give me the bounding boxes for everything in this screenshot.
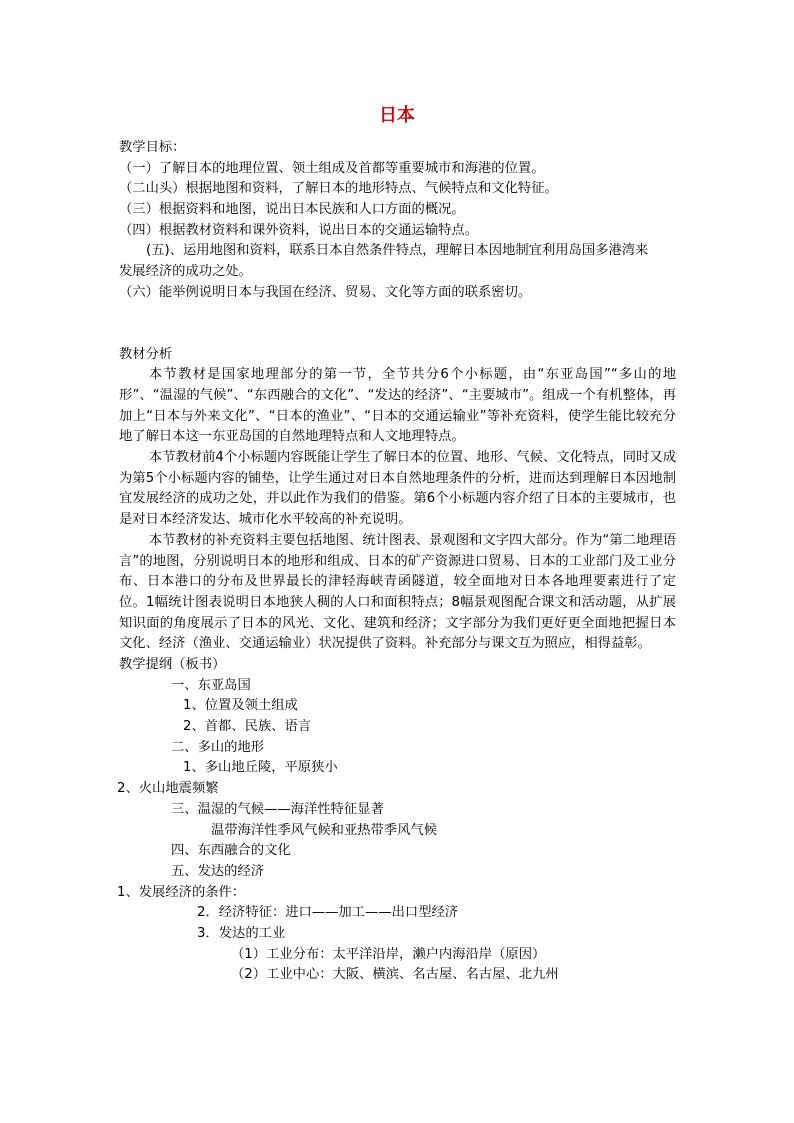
section-gap xyxy=(119,304,676,345)
outline-line: 1、多山地丘陵，平原狭小 xyxy=(183,760,338,776)
outline-line: 2、首都、民族、语言 xyxy=(183,719,312,735)
outline-line: （1）工业分布：太平洋沿岸，濑户内海沿岸（原因） xyxy=(231,946,546,962)
outline-line: （2）工业中心：大阪、横滨、名古屋、名古屋、北九州 xyxy=(231,967,559,983)
outline-line: 2．经济特征：进口——加工——出口型经济 xyxy=(197,905,459,921)
objective-item: (五)、运用地图和资料，联系日本自然条件特点，理解日本因地制宜利用岛国多港湾来 xyxy=(146,243,649,259)
analysis-heading: 教材分析 xyxy=(119,346,173,362)
document-title: 日本 xyxy=(379,105,415,126)
outline-line: 二、多山的地形 xyxy=(171,739,265,755)
outline-line: 3．发达的工业 xyxy=(197,925,286,941)
objective-item: （一）了解日本的地理位置、领土组成及首都等重要城市和海港的位置。 xyxy=(119,160,545,176)
document-body xyxy=(119,138,676,986)
outline-line: 五、发达的经济 xyxy=(171,863,265,879)
objective-item: （三）根据资料和地图，说出日本民族和人口方面的概况。 xyxy=(119,202,465,218)
objective-item: （二山头）根据地图和资料，了解日本的地形特点、气候特点和文化特征。 xyxy=(119,181,558,197)
outline-line: 温带海洋性季风气候和亚热带季风气候 xyxy=(211,822,438,838)
objective-item: （四）根据教材资料和课外资料，说出日本的交通运输特点。 xyxy=(119,222,479,238)
analysis-paragraph: 本节教材前4个小标题内容既能让学生了解日本的位置、地形、气候、文化特点，同时又成为第5个小标题内容的铺垫，让学生通过对日本自然地理条件的分析，进而达到理解日本因地制宜发展经济的成功之处，并以此作为我们的借鉴。第6个小标题内容介绍了日本的主要城市，也是对日本经济发达、城市化水平较高的补充说明。 xyxy=(119,450,676,528)
outline-line: 2、火山地震频繁 xyxy=(117,781,219,797)
outline-line: 四、东西融合的文化 xyxy=(171,843,291,859)
outline-line: 1、位置及领土组成 xyxy=(183,698,298,714)
objective-item-continued: 发展经济的成功之处。 xyxy=(119,264,252,280)
objectives-heading: 教学目标： xyxy=(119,140,186,155)
outline-line: 1、发展经济的条件： xyxy=(117,884,246,900)
outline-heading: 教学提纲（板书） xyxy=(119,657,226,673)
outline-line: 三、温湿的气候——海洋性特征显著 xyxy=(171,801,384,817)
analysis-paragraph: 本节教材是国家地理部分的第一节，全节共分6个小标题，由“东亚岛国”“多山的地形”、“温湿的气候”、“东西融合的文化”、“发达的经济”、“主要城市”。组成一个有机整体，再加上“日本与外来文化”、“日本的渔业”、“日本的交通运输业”等补充资料，使学生能比较充分地了解日本这一东亚岛国的自然地理特点和人文地理特点。 xyxy=(119,367,676,445)
objective-item: （六）能举例说明日本与我国在经济、贸易、文化等方面的联系密切。 xyxy=(119,284,532,300)
analysis-paragraph: 本节教材的补充资料主要包括地图、统计图表、景观图和文字四大部分。作为“第二地理语言”的地图，分别说明日本的地形和组成、日本的矿产资源进口贸易、日本的工业部门及工业分布、日本港口的分布及世界最长的津轻海峡青函隧道，较全面地对日本各地理要素进行了定位。1幅统计图表说明日本地狭人稠的人口和面积特点；8幅景观图配合课文和活动题，从扩展知识面的角度展示了日本的风光、文化、建筑和经济；文字部分为我们更好更全面地把握日本文化、经济（渔业、交通运输业）状况提供了资料。补充部分与课文互为照应，相得益彰。 xyxy=(119,532,676,652)
outline-line: 一、东亚岛国 xyxy=(171,677,251,693)
